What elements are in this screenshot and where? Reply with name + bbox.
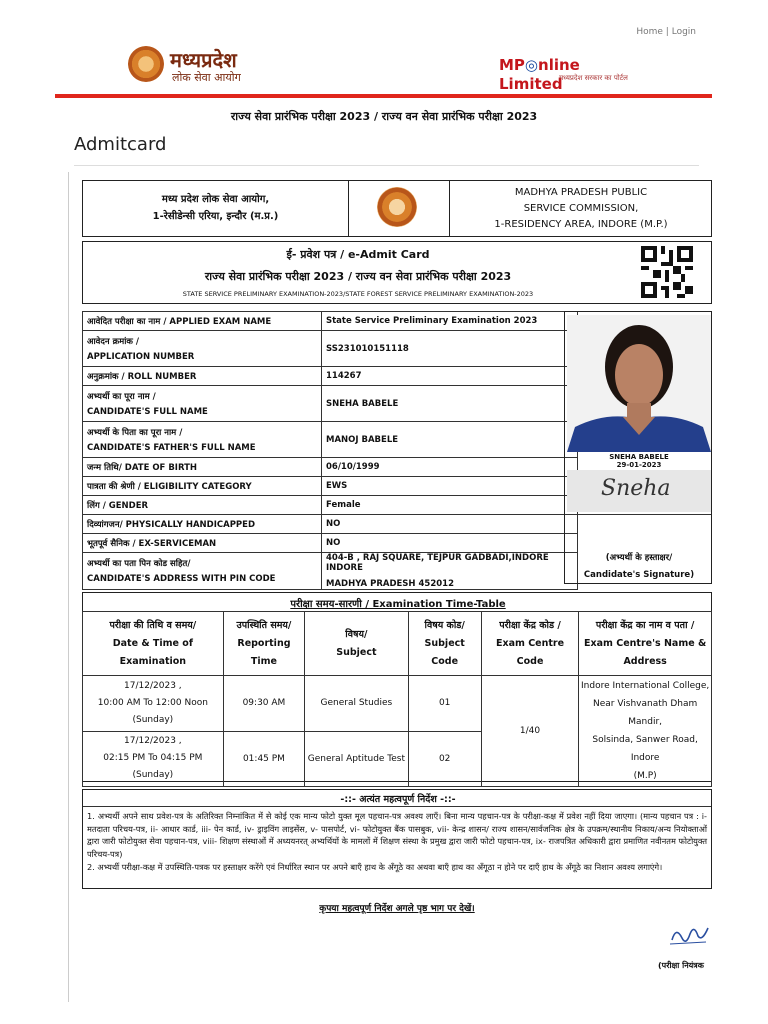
exam-day: (Sunday) [132, 770, 174, 781]
exam-day: (Sunday) [132, 714, 174, 725]
reporting-time-cell: 01:45 PM [223, 731, 304, 787]
detail-value [322, 312, 578, 331]
controller-signature-image [666, 920, 712, 950]
logo-title: मध्यप्रदेश [170, 48, 237, 72]
commission-english-line3: 1-RESIDENCY AREA, INDORE (M.P.) [494, 219, 668, 230]
detail-row [83, 477, 578, 496]
detail-label-line: CANDIDATE'S FULL NAME [87, 406, 208, 417]
top-nav [636, 27, 696, 37]
detail-label [83, 312, 322, 331]
timetable-header-english: Exam Centre's Name & Address [584, 637, 707, 667]
detail-label-line: अभ्यर्थी का पता पिन कोड सहित/ [87, 559, 191, 569]
photo-date: 29-01-2023 [616, 461, 662, 469]
centre-address-line: (M.P) [633, 771, 657, 781]
signature-label-english: Candidate's Signature) [583, 570, 695, 580]
exam-date-cell [83, 731, 224, 787]
detail-label-line: लिंग / GENDER [87, 500, 149, 511]
title-divider [74, 165, 699, 166]
globe-icon: ◎ [524, 56, 539, 74]
timetable-header-english: Subject [336, 646, 377, 658]
photo-name: SNEHA BABELE [609, 453, 669, 461]
detail-row [83, 534, 578, 553]
timetable-header [223, 612, 304, 676]
instructions-divider [83, 806, 711, 807]
detail-label-line: आवेदन क्रमांक / [87, 336, 140, 347]
detail-value [322, 422, 578, 458]
detail-label [83, 496, 322, 515]
exam-time: 10:00 AM To 12:00 Noon [97, 697, 208, 708]
timetable-header-english: Date & Time of Examination [112, 637, 193, 667]
detail-value [322, 534, 578, 553]
commission-emblem-icon [377, 187, 417, 227]
signature-divider [565, 514, 711, 515]
exam-date-cell [83, 676, 224, 732]
emblem-icon [128, 46, 164, 82]
signature-label [565, 550, 713, 584]
detail-label-line: APPLICATION NUMBER [87, 351, 195, 362]
signature-label-hindi: (अभ्यर्थी के हस्ताक्षर/ [605, 553, 673, 563]
timetable-header-hindi: परीक्षा केंद्र का नाम व पता / [595, 619, 695, 631]
detail-label [83, 515, 322, 534]
exam-date: 17/12/2023 , [124, 736, 182, 747]
detail-label [83, 458, 322, 477]
mppsc-logo[interactable] [128, 44, 258, 88]
detail-value-line: MANOJ BABELE [326, 434, 399, 445]
commission-english-line2: SERVICE COMMISSION, [523, 203, 639, 214]
subject-cell: General Aptitude Test [305, 731, 408, 787]
instruction-2: 2. अभ्यर्थी परीक्षा-कक्ष में उपस्थिति-पत्रक पर हस्ताक्षर करेंगे एवं निर्धारित स्थान पर अपने बाएँ हाथ के अँगूठे का अथवा बाएँ हाथ का अँगूठा न होने पर दाएँ हाथ के अँगूठे का निशान अवश्य लगाएंगे। [87, 862, 663, 872]
header-divider-left [348, 181, 349, 236]
detail-label [83, 331, 322, 367]
timetable-header-hindi: उपस्थिति समय/ [236, 619, 292, 631]
header-divider [55, 94, 712, 98]
detail-row [83, 331, 578, 367]
commission-english-line1: MADHYA PRADESH PUBLIC [514, 187, 648, 198]
photo-signature-panel [564, 311, 712, 584]
admit-card [82, 180, 712, 1000]
e-admit-exam-hindi: राज्य सेवा प्रारंभिक परीक्षा 2023 / राज्य वन सेवा प्रारंभिक परीक्षा 2023 [204, 270, 512, 283]
detail-label-line: पात्रता की श्रेणी / ELIGIBILITY CATEGORY [87, 481, 252, 492]
home-link[interactable]: Home [636, 27, 663, 37]
exam-subtitle: राज्य सेवा प्रारंभिक परीक्षा 2023 / राज्य वन सेवा प्रारंभिक परीक्षा 2023 [230, 110, 538, 123]
detail-value-line: MADHYA PRADESH 452012 [326, 579, 454, 589]
timetable-header [481, 612, 578, 676]
detail-row [83, 367, 578, 386]
commission-english [449, 185, 713, 233]
detail-label [83, 553, 322, 590]
detail-value-line: 114267 [326, 371, 362, 381]
page-side-rule [68, 172, 69, 1002]
qr-code-icon [641, 246, 693, 298]
mponline-tagline: मध्यप्रदेश सरकार का पोर्टल [559, 74, 628, 82]
centre-address-line: Near Vishvanath Dham Mandir, [592, 699, 698, 727]
detail-label-line: अनुक्रमांक / ROLL NUMBER [87, 371, 197, 382]
timetable-header-hindi: विषय/ [345, 628, 368, 640]
detail-row [83, 553, 578, 590]
exam-timetable [82, 592, 712, 782]
detail-row [83, 515, 578, 534]
detail-row [83, 496, 578, 515]
timetable-title: परीक्षा समय-सारणी / Examination Time-Table [290, 599, 506, 610]
card-header [82, 180, 712, 237]
exam-date: 17/12/2023 , [124, 680, 182, 691]
reporting-time-cell: 09:30 AM [223, 676, 304, 732]
candidate-signature-image [567, 470, 711, 512]
centre-code-cell: 1/40 [481, 676, 578, 787]
timetable-header [408, 612, 481, 676]
centre-address-cell [579, 676, 712, 787]
detail-label [83, 477, 322, 496]
instructions-title: -::- अत्यंत महत्वपूर्ण निर्देश -::- [340, 794, 456, 805]
login-link[interactable]: Login [671, 27, 696, 37]
important-instructions [82, 789, 712, 889]
e-admit-banner [82, 241, 712, 304]
candidate-details-table [82, 311, 578, 590]
e-admit-exam-english: STATE SERVICE PRELIMINARY EXAMINATION-2023/STATE FOREST SERVICE PRELIMINARY EXAMINATION-2023 [182, 290, 534, 298]
mponline-logo[interactable] [499, 55, 644, 93]
centre-address-line: Indore International College, [581, 681, 710, 691]
detail-value [322, 458, 578, 477]
detail-row [83, 422, 578, 458]
commission-hindi [83, 191, 348, 225]
commission-hindi-line2: 1-रेसीडेन्सी एरिया, इन्दौर (म.प्र.) [152, 211, 279, 222]
timetable-header [83, 612, 224, 676]
detail-label [83, 534, 322, 553]
timetable-grid [82, 611, 712, 787]
detail-row [83, 458, 578, 477]
detail-label-line: दिव्यांगजन/ PHYSICALLY HANDICAPPED [87, 519, 256, 530]
detail-value [322, 386, 578, 422]
detail-label [83, 367, 322, 386]
detail-row [83, 386, 578, 422]
detail-value [322, 515, 578, 534]
timetable-header-hindi: विषय कोड/ [424, 619, 465, 631]
e-admit-title: ई- प्रवेश पत्र / e-Admit Card [286, 248, 430, 261]
exam-time: 02:15 PM To 04:15 PM [103, 753, 203, 764]
detail-value [322, 331, 578, 367]
detail-value-line: EWS [326, 481, 348, 491]
detail-value [322, 367, 578, 386]
detail-value-line: NO [326, 538, 341, 548]
candidate-photo [567, 315, 711, 452]
detail-value-line: State Service Preliminary Examination 2023 [326, 316, 538, 326]
detail-label-line: अभ्यर्थी का पूरा नाम / [87, 391, 156, 402]
subject-code-cell: 01 [408, 676, 481, 732]
next-page-note: कृपया महत्वपूर्ण निर्देश अगले पृष्ठ भाग पर देखें। [319, 904, 475, 914]
detail-label-line: भूतपूर्व सैनिक / EX-SERVICEMAN [87, 538, 217, 549]
detail-label-line: CANDIDATE'S ADDRESS WITH PIN CODE [87, 574, 276, 584]
photo-caption [565, 453, 713, 469]
commission-hindi-line1: मध्य प्रदेश लोक सेवा आयोग, [161, 194, 270, 205]
timetable-header [305, 612, 408, 676]
detail-value-line: SS231010151118 [326, 343, 409, 354]
detail-label-line: CANDIDATE'S FATHER'S FULL NAME [87, 442, 256, 453]
detail-value [322, 477, 578, 496]
signature-scrawl: Sneha [601, 476, 671, 501]
detail-value-line: 404-B , RAJ SQUARE, TEJPUR GADBADI,INDORE INDORE [326, 553, 549, 573]
detail-value-line: NO [326, 519, 341, 529]
logo-subtitle: लोक सेवा आयोग [172, 71, 241, 84]
detail-label [83, 422, 322, 458]
timetable-header-english: Exam Centre Code [495, 637, 565, 667]
nav-separator: | [665, 27, 669, 37]
timetable-header-english: Subject Code [424, 637, 465, 667]
subject-cell: General Studies [305, 676, 408, 732]
instruction-1: 1. अभ्यर्थी अपने साथ प्रवेश-पत्र के अतिरिक्त निम्नांकित में से कोई एक मान्य फोटो युक्त मूल पहचान-पत्र अवश्य लाएँ। बिना मान्य पहचान-पत्र के परीक्षा-कक्ष में प्रवेश नहीं दिया जाएगा। (मान्य पहचान पत्र : i- मतदाता परिचय-पत्र, ii- आधार कार्ड, iii- पेन कार्ड, iv- ड्राइविंग लाइसेंस, v- पासपोर्ट, vi- फोटोयुक्त बैंक पासबुक, vii- केन्द्र शासन/ राज्य शासन/सार्वजनिक क्षेत्र के उपक्रम/स्थानीय निकाय/अन्य नियोक्ताओं द्वारा जारी फोटोयुक्त सेवा पहचान-पत्र, viii- शिक्षण संस्थाओं में अध्ययनरत् अभ्यर्थियों के मामलों में शिक्षण संस्था के प्रमुख द्वारा जारी फोटो पहचान-पत्र, ix- राजपत्रित अधिकारी द्वारा प्रमाणित नवीनतम फोटोयुक्त परिचय-पत्र) [87, 811, 707, 859]
centre-address-line: Solsinda, Sanwer Road, Indore [592, 735, 698, 763]
detail-value [322, 496, 578, 515]
brand-part-a: MP [499, 56, 525, 74]
detail-row [83, 312, 578, 331]
timetable-header [579, 612, 712, 676]
timetable-header-hindi: परीक्षा की तिथि व समय/ [109, 619, 197, 631]
detail-value-line: 06/10/1999 [326, 462, 380, 472]
detail-value-line: Female [326, 500, 361, 510]
subject-code-cell: 02 [408, 731, 481, 787]
detail-value-line: SNEHA BABELE [326, 398, 399, 409]
brand-part-b: nline Limited [499, 56, 580, 93]
timetable-header-hindi: परीक्षा केंद्र कोड / [499, 619, 561, 631]
controller-label: (परीक्षा नियंत्रक [658, 961, 704, 970]
detail-value [322, 553, 578, 590]
detail-label-line: जन्म तिथि/ DATE OF BIRTH [87, 462, 198, 473]
timetable-header-english: Reporting Time [237, 637, 291, 667]
page-title: Admitcard [74, 134, 167, 155]
detail-label [83, 386, 322, 422]
detail-label-line: आवेदित परीक्षा का नाम / APPLIED EXAM NAME [87, 316, 272, 327]
detail-label-line: अभ्यर्थी के पिता का पूरा नाम / [87, 427, 183, 438]
